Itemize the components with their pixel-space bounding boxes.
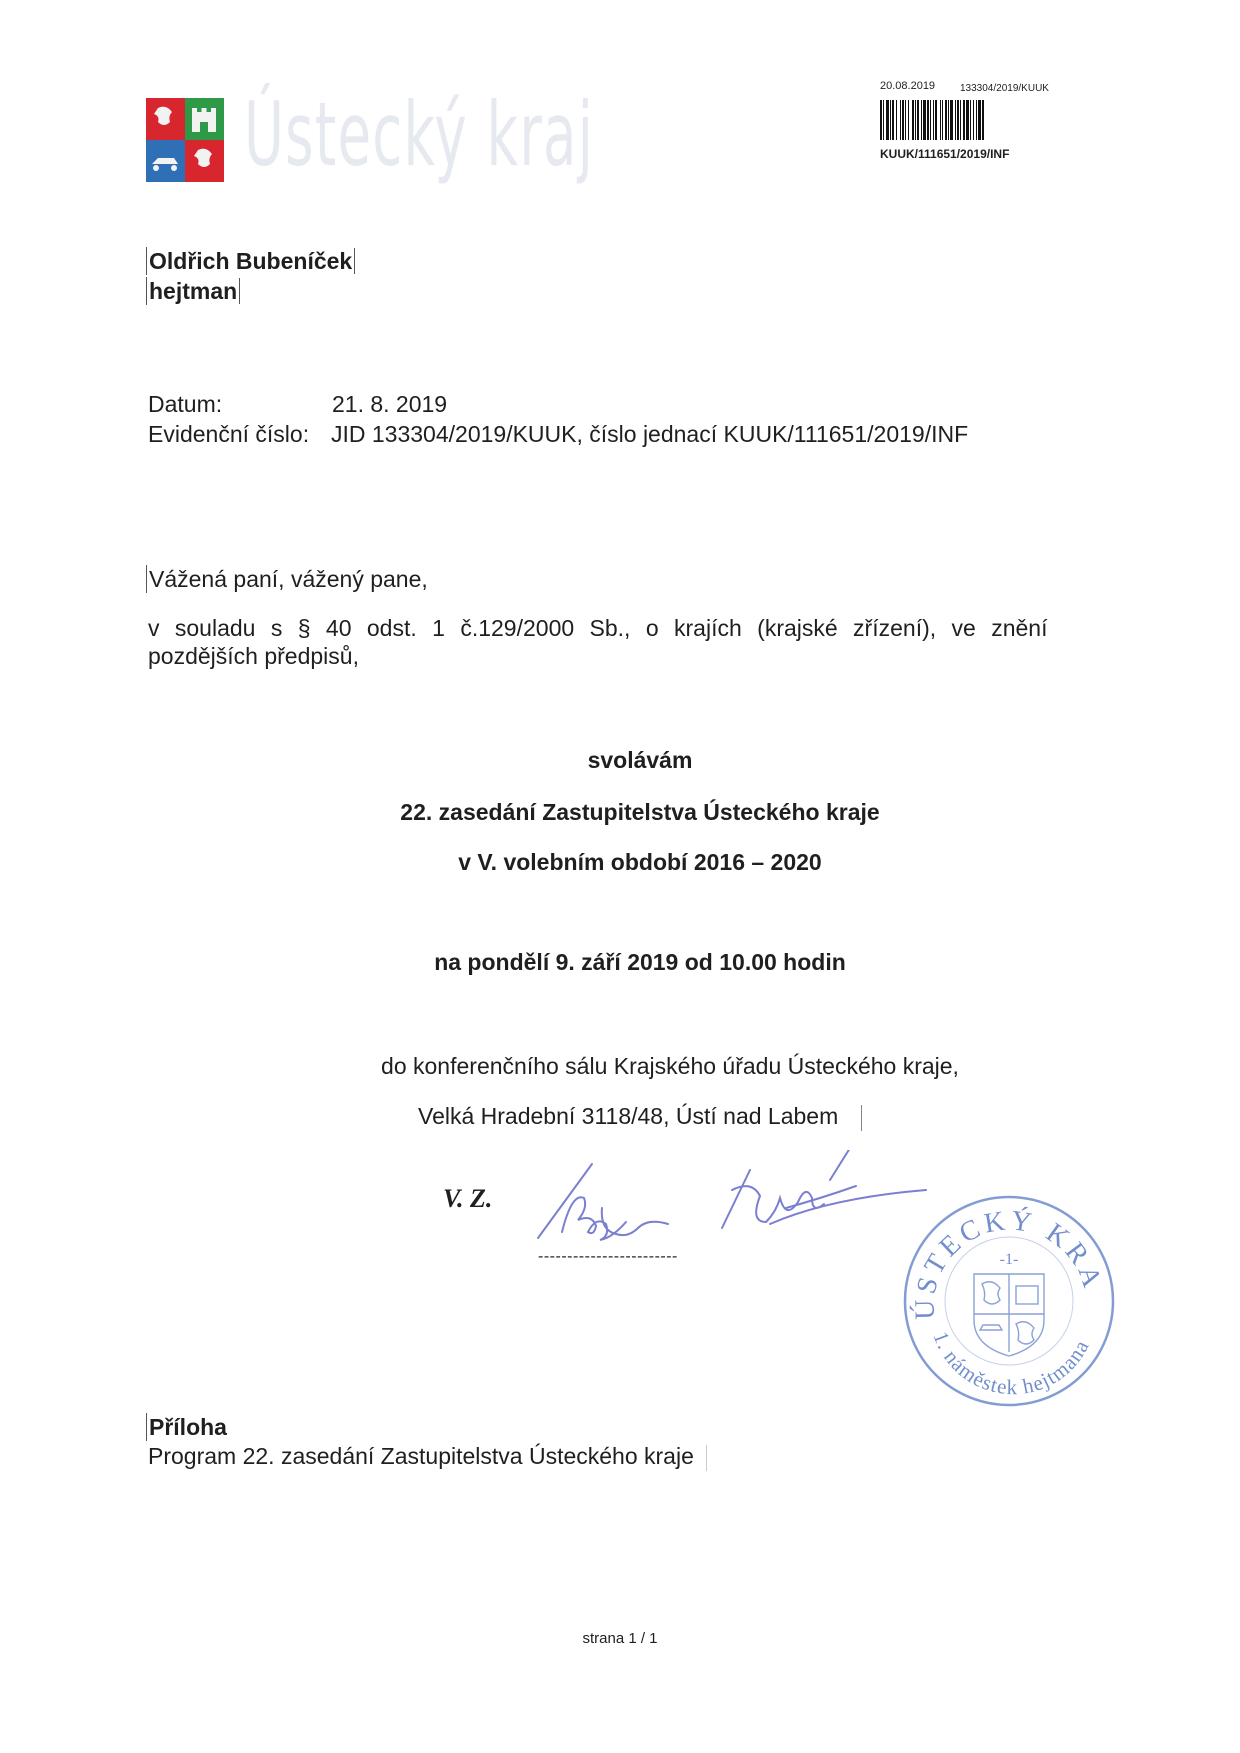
barcode-bar (890, 100, 891, 140)
barcode-bar (896, 100, 897, 140)
barcode-bar (912, 100, 914, 140)
barcode-bar (880, 100, 882, 140)
stamp-top-text: ÚSTECKÝ KRA (909, 1205, 1109, 1321)
barcode-bar (948, 100, 949, 140)
barcode-bar (917, 100, 919, 140)
barcode-bar (982, 100, 984, 140)
paragraph-line-1 (148, 614, 1088, 642)
barcode-bar (957, 100, 959, 140)
barcode-date: 20.08.2019 (880, 80, 936, 92)
barcode-bar (976, 100, 977, 140)
barcode-bar (927, 100, 929, 140)
barcode-ref: KUUK/111651/2019/INF (880, 147, 1010, 161)
session-when: na pondělí 9. září 2019 od 10.00 hodin (434, 949, 846, 975)
barcode-bar (902, 100, 904, 140)
paragraph-line-1-text: v souladu s § 40 odst. 1 č.129/2000 Sb., o krajích (krajské zřízení), ve znění (148, 615, 1048, 641)
barcode-bar (963, 100, 965, 140)
barcode-bar (915, 100, 916, 140)
venue-line-2-text: Velká Hradební 3118/48, Ústí nad Labem (418, 1103, 839, 1129)
stamp-number: -1- (999, 1251, 1019, 1268)
barcode-bar (883, 100, 884, 140)
barcode-bar (970, 100, 971, 140)
evidence-label: Evidenční číslo: (148, 421, 310, 447)
venue-line-1: do konferenčního sálu Krajského úřadu Ústeckého kraje, (381, 1053, 959, 1079)
barcode-bar (892, 100, 894, 140)
barcode-code: 133304/2019/KUUK (960, 83, 1049, 94)
barcode-bar (886, 100, 889, 140)
barcode-bar (905, 100, 906, 140)
date-value: 21. 8. 2019 (332, 391, 448, 417)
barcode-bar (966, 100, 969, 140)
sender-role-text: hejtman (149, 278, 240, 304)
date-label: Datum: (148, 391, 223, 417)
barcode (880, 100, 1056, 140)
region-wordmark: Ústecký kraj (244, 83, 595, 186)
barcode-bar (960, 100, 961, 140)
official-stamp (900, 1192, 1118, 1410)
barcode-bar (923, 100, 926, 140)
greeting: Vážená paní, vážený pane, (146, 565, 428, 593)
sender-name-text: Oldřich Bubeníček (149, 248, 355, 274)
attachment-text (148, 1442, 707, 1471)
stamp-bottom-text: 1. náměstek hejtmana (928, 1328, 1094, 1400)
barcode-bar (973, 100, 974, 140)
evidence-value: JID 133304/2019/KUUK, číslo jednací KUUK/111651/2019/INF (331, 421, 969, 447)
barcode-bar (950, 100, 953, 140)
convene-verb: svolávám (587, 747, 693, 773)
attachment-text-content: Program 22. zasedání Zastupitelstva Ústeckého kraje (148, 1443, 694, 1469)
venue-line-2 (418, 1102, 862, 1131)
barcode-bar (908, 100, 909, 140)
barcode-bar (955, 100, 956, 140)
barcode-bar (945, 100, 947, 140)
barcode-bar (940, 100, 941, 140)
attachment-label: Příloha (146, 1413, 227, 1441)
paragraph-line-2: pozdějších předpisů, (148, 643, 359, 669)
signature-dashes: ------------------------ (538, 1248, 678, 1265)
term-line: v V. volebním období 2016 – 2020 (458, 849, 822, 875)
barcode-bar (933, 100, 934, 140)
barcode-bar (930, 100, 931, 140)
session-title: 22. zasedání Zastupitelstva Ústeckého kraje (400, 799, 880, 825)
text-cursor-mark-2 (706, 1445, 707, 1471)
barcode-bar (900, 100, 901, 140)
coat-of-arms-logo (146, 98, 224, 182)
barcode-bar (942, 100, 943, 140)
sender-role (146, 277, 240, 305)
handwritten-signature (530, 1150, 950, 1260)
sender-name (146, 247, 355, 275)
page-number: strana 1 / 1 (582, 1630, 658, 1647)
text-cursor-mark (861, 1105, 862, 1131)
barcode-bar (921, 100, 922, 140)
barcode-bar (935, 100, 937, 140)
vz-abbreviation: V. Z. (443, 1184, 493, 1213)
barcode-bar (978, 100, 981, 140)
